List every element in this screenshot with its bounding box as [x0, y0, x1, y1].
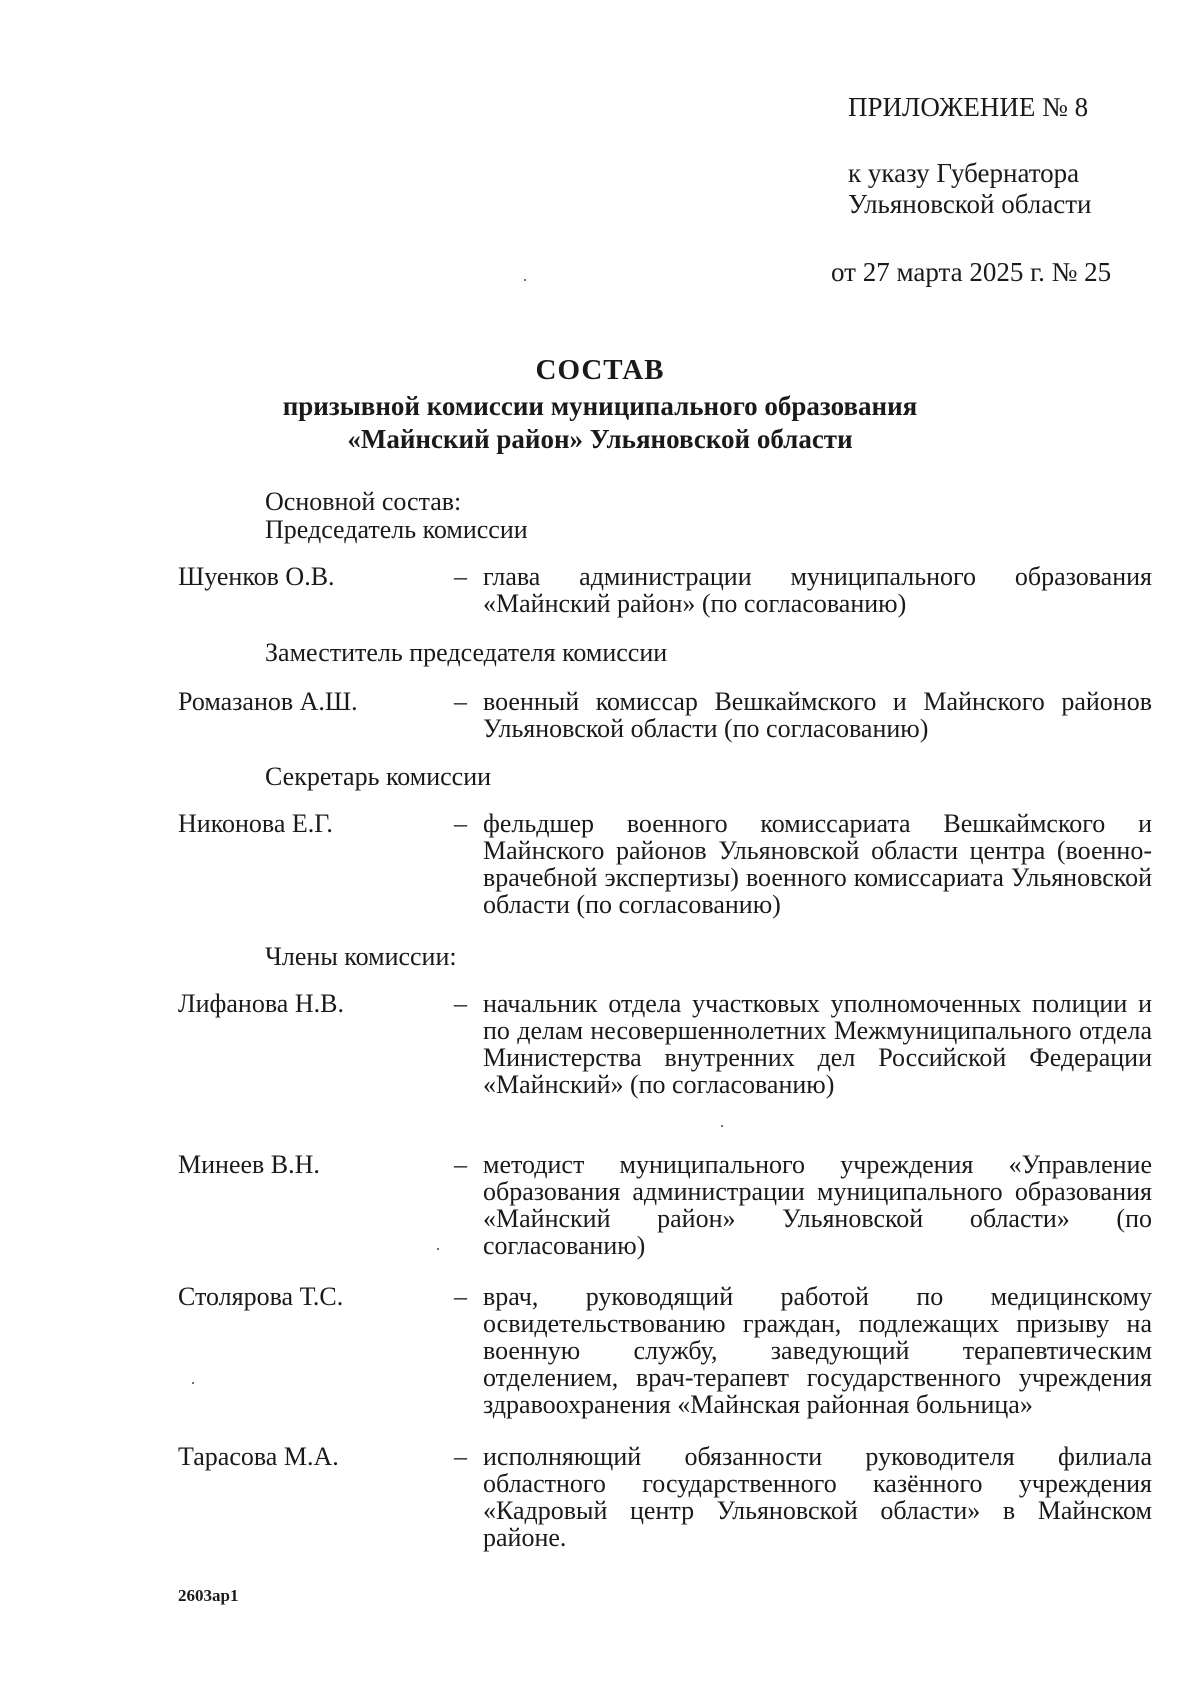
person-description: военный комиссар Вешкаймского и Майнского районов Ульяновской области (по согласованию) — [483, 687, 1152, 743]
person-description: начальник отдела участковых уполномоченных полиции и по делам несовершеннолетних Межмуниципального отдела Министерства внутренних дел Российской Федерации «Майнский» (по согласованию) — [483, 989, 1152, 1099]
decree-reference-line1: к указу Губернатора — [848, 158, 1080, 188]
section-secretary: Секретарь комиссии — [265, 762, 492, 791]
scan-speck — [192, 1382, 194, 1384]
person-description: исполняющий обязанности руководителя филиала областного государственного казённого учреждения «Кадровый центр Ульяновской области» в Майнском районе. — [483, 1442, 1152, 1552]
person-name: Никонова Е.Г. — [178, 809, 333, 838]
person-description: методист муниципального учреждения «Управление образования администрации муниципального образования «Майнский район» Ульяновской области» (по согласованию) — [483, 1150, 1152, 1260]
dash: – — [454, 687, 467, 716]
document-code: 2603ap1 — [178, 1586, 239, 1605]
section-main-composition: Основной состав: — [265, 487, 462, 516]
section-members: Члены комиссии: — [265, 942, 457, 971]
document-title: СОСТАВ — [535, 354, 665, 386]
dash: – — [454, 1150, 467, 1179]
decree-date-number: от 27 марта 2025 г. № 25 — [831, 257, 1112, 287]
dash: – — [454, 809, 467, 838]
person-description: фельдшер военного комиссариата Вешкаймского и Майнского районов Ульяновской области центра (военно-врачебной экспертизы) военного комиссариата Ульяновской области (по согласованию) — [483, 809, 1152, 919]
person-name: Минеев В.Н. — [178, 1150, 320, 1179]
scan-speck — [437, 1248, 439, 1250]
scan-speck — [524, 279, 526, 281]
person-description: глава администрации муниципального образования «Майнский район» (по согласованию) — [483, 562, 1152, 618]
document-subtitle-line2: «Майнский район» Ульяновской области — [347, 424, 853, 454]
document-subtitle-line1: призывной комиссии муниципального образования — [282, 391, 918, 421]
dash: – — [454, 1442, 467, 1471]
scan-speck — [721, 1125, 723, 1127]
dash: – — [454, 1282, 467, 1311]
person-name: Столярова Т.С. — [178, 1282, 344, 1311]
decree-reference-line2: Ульяновской области — [848, 189, 1092, 219]
person-name: Ромазанов А.Ш. — [178, 687, 358, 716]
dash: – — [454, 989, 467, 1018]
person-description: врач, руководящий работой по медицинскому освидетельствованию граждан, подлежащих призыву на военную службу, заведующий терапевтическим отделением, врач-терапевт государственного учреждения здравоохранения «Майнская районная больница» — [483, 1282, 1152, 1419]
person-name: Шуенков О.В. — [178, 562, 335, 591]
section-deputy: Заместитель председателя комиссии — [265, 638, 668, 667]
section-chairman: Председатель комиссии — [265, 515, 528, 544]
appendix-label: ПРИЛОЖЕНИЕ № 8 — [848, 92, 1089, 122]
person-name: Лифанова Н.В. — [178, 989, 344, 1018]
dash: – — [454, 562, 467, 591]
person-name: Тарасова М.А. — [178, 1442, 339, 1471]
